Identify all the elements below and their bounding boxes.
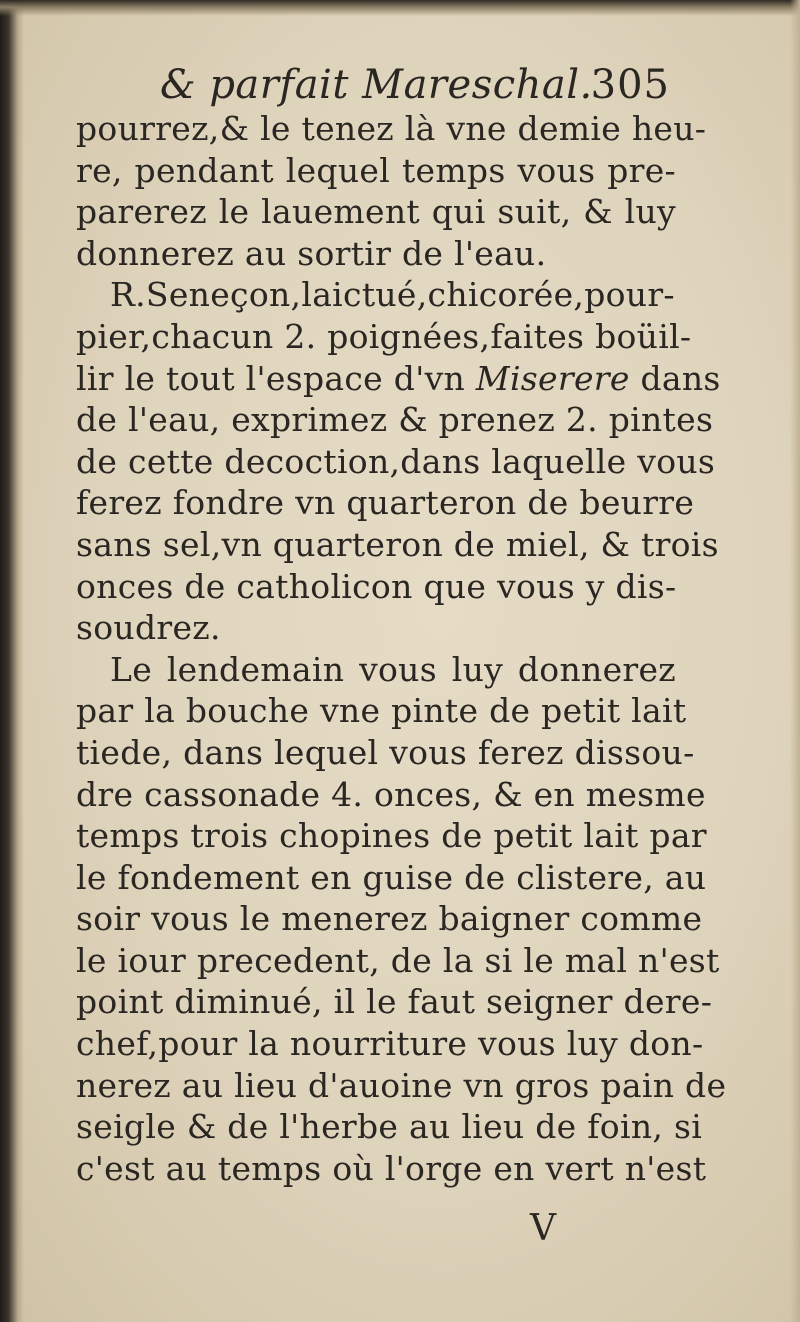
text-line: pier,chacun 2. poignées,faites boüil- <box>76 316 692 356</box>
text-line: chef,pour la nourriture vous luy don- <box>76 1024 704 1064</box>
text-line: pourrez,& le tenez là vne demie heu- <box>76 109 707 148</box>
signature-mark: V <box>530 1208 556 1249</box>
text-line: donnerez au sortir de l'eau. <box>76 233 547 273</box>
text-line: ferez fondre vn quarteron de beurre <box>76 483 695 523</box>
text-line: seigle & de l'herbe au lieu de foin, si <box>76 1107 703 1147</box>
text-line: sans sel,vn quarteron de miel, & trois <box>76 524 719 564</box>
running-title: & parfait Mareschal. <box>160 62 593 108</box>
text-line: lir le tout l'espace d'vn Miserere dans <box>76 358 721 398</box>
text-line: onces de catholicon que vous y dis- <box>76 566 677 606</box>
text-line: c'est au temps où l'orge en vert n'est <box>76 1148 707 1188</box>
text-line: point diminué, il le faut seigner dere- <box>76 982 713 1022</box>
text-line: re, pendant lequel temps vous pre- <box>76 150 676 190</box>
text-line: Le lendemain vous luy donnerez <box>110 649 676 689</box>
text-line: soir vous le menerez baigner comme <box>76 899 703 939</box>
text-line: R.Seneçon,laictué,chicorée,pour- <box>110 275 675 315</box>
text-line: de cette decoction,dans laquelle vous <box>76 441 716 481</box>
page-right-edge <box>790 0 800 1322</box>
text-line: dre cassonade 4. onces, & en mesme <box>76 774 706 814</box>
text-line: de l'eau, exprimez & prenez 2. pintes <box>76 400 714 440</box>
text-line: par la bouche vne pinte de petit lait <box>76 691 687 731</box>
page-top-edge <box>0 0 800 16</box>
text-line: soudrez. <box>76 608 221 648</box>
text-line: le fondement en guise de clistere, au <box>76 857 707 897</box>
text-line: temps trois chopines de petit lait par <box>76 816 707 856</box>
text-line: tiede, dans lequel vous ferez dissou- <box>76 732 695 772</box>
text-line: parerez le lauement qui suit, & luy <box>76 192 676 232</box>
text-line: le iour precedent, de la si le mal n'est <box>76 940 720 980</box>
body-text <box>76 108 727 1189</box>
page-number: 305 <box>590 62 670 108</box>
text-line: nerez au lieu d'auoine vn gros pain de <box>76 1065 727 1105</box>
book-binding-edge <box>0 0 24 1322</box>
